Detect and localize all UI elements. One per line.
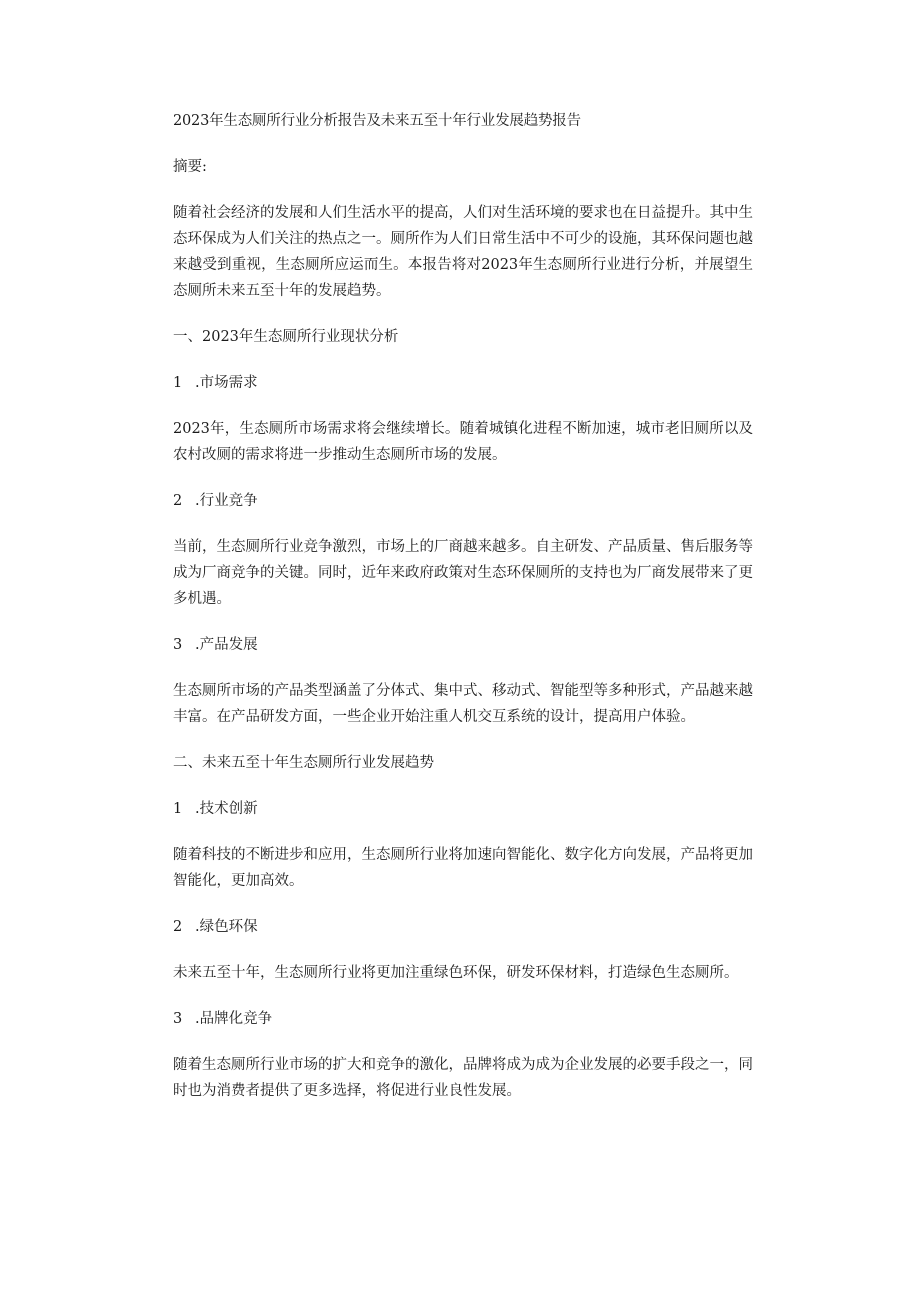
abstract-label: 摘要: (173, 159, 207, 175)
section-heading: 二、未来五至十年生态厕所行业发展趋势 (173, 755, 434, 771)
subsection-heading (173, 370, 753, 396)
section-heading: 一、2023年生态厕所行业现状分析 (173, 329, 399, 345)
subsection-number: 2 (173, 919, 183, 935)
subsection-title: .市场需求 (195, 375, 258, 391)
subsection-title: .绿色环保 (195, 919, 258, 935)
subsection-heading (173, 488, 753, 514)
subsection-number: 3 (173, 637, 183, 653)
subsection-paragraph: 随着生态厕所行业市场的扩大和竞争的激化，品牌将成为成为企业发展的必要手段之一，同时也为消费者提供了更多选择，将促进行业良性发展。 (173, 1057, 753, 1099)
subsection-heading (173, 632, 753, 658)
subsection-paragraph: 生态厕所市场的产品类型涵盖了分体式、集中式、移动式、智能型等多种形式，产品越来越丰富。在产品研发方面，一些企业开始注重人机交互系统的设计，提高用户体验。 (173, 683, 753, 725)
subsection-paragraph: 当前，生态厕所行业竞争激烈，市场上的厂商越来越多。自主研发、产品质量、售后服务等成为厂商竞争的关键。同时，近年来政府政策对生态环保厕所的支持也为厂商发展带来了更多机遇。 (173, 539, 753, 607)
subsection-title: .品牌化竞争 (195, 1011, 273, 1027)
subsection-number: 3 (173, 1011, 183, 1027)
subsection-title: .产品发展 (195, 637, 258, 653)
subsection-paragraph: 随着科技的不断进步和应用，生态厕所行业将加速向智能化、数字化方向发展，产品将更加智能化，更加高效。 (173, 847, 753, 889)
subsection-title: .行业竞争 (195, 493, 258, 509)
subsection-heading (173, 914, 753, 940)
subsection-number: 2 (173, 493, 183, 509)
subsection-number: 1 (173, 375, 183, 391)
subsection-paragraph: 2023年，生态厕所市场需求将会继续增长。随着城镇化进程不断加速，城市老旧厕所以及农村改厕的需求将进一步推动生态厕所市场的发展。 (173, 421, 753, 463)
abstract-paragraph: 随着社会经济的发展和人们生活水平的提高，人们对生活环境的要求也在日益提升。其中生态环保成为人们关注的热点之一。厕所作为人们日常生活中不可少的设施，其环保问题也越来越受到重视，生态厕所应运而生。本报告将对2023年生态厕所行业进行分析，并展望生态厕所未来五至十年的发展趋势。 (173, 205, 753, 299)
subsection-heading (173, 1006, 753, 1032)
subsection-number: 1 (173, 801, 183, 817)
document-page (173, 108, 753, 1124)
subsection-heading (173, 796, 753, 822)
subsection-title: .技术创新 (195, 801, 258, 817)
subsection-paragraph: 未来五至十年，生态厕所行业将更加注重绿色环保，研发环保材料，打造绿色生态厕所。 (173, 965, 739, 981)
document-title: 2023年生态厕所行业分析报告及未来五至十年行业发展趋势报告 (173, 113, 581, 129)
